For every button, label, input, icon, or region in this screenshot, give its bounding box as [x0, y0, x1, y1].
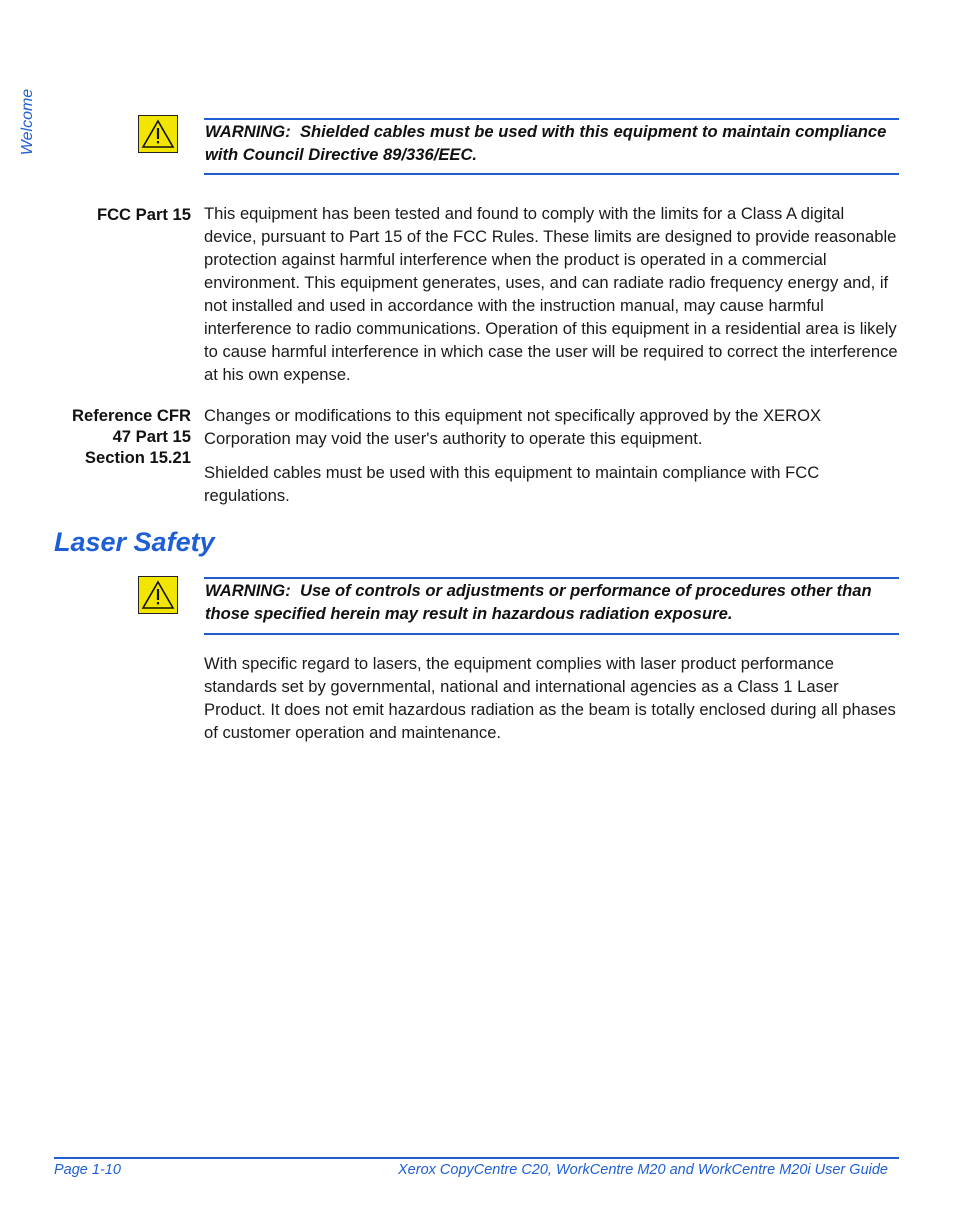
footer-rule	[54, 1157, 899, 1159]
fcc-heading-text: FCC Part 15	[96, 205, 191, 224]
warning-block-2	[136, 574, 899, 636]
warning-message: Use of controls or adjustments or performance of procedures other than those specified herein may result in hazardous radiation exposure.	[205, 581, 872, 623]
guide-title: Xerox CopyCentre C20, WorkCentre M20 and WorkCentre M20i User Guide	[398, 1162, 888, 1178]
page-number: Page 1-10	[54, 1162, 121, 1178]
side-tab	[6, 80, 50, 164]
cfr-body-2: Shielded cables must be used with this equipment to maintain compliance with FCC regulations.	[204, 463, 820, 505]
fcc-heading	[40, 204, 191, 225]
warning-message: Shielded cables must be used with this equipment to maintain compliance with Council Directive 89/336/EEC.	[205, 122, 887, 164]
side-tab-label: Welcome	[19, 88, 36, 156]
section-title: Laser Safety	[54, 527, 215, 557]
warning-text	[205, 120, 897, 166]
warning-label: WARNING:	[205, 122, 291, 141]
cfr-heading-line2: 47 Part 15	[112, 427, 191, 446]
laser-body: With specific regard to lasers, the equipment complies with laser product performance standards set by governmental, national and international agencies as a Class 1 Laser Product. It does not emit hazardous radiation as the beam is totally enclosed during all phases of customer operation and maintenance.	[204, 654, 896, 742]
warning-bottom-rule	[204, 173, 899, 175]
warning-text	[205, 579, 897, 625]
cfr-heading-line3: Section 15.21	[84, 448, 191, 467]
warning-block-1	[136, 115, 899, 177]
cfr-body-1: Changes or modifications to this equipment not specifically approved by the XEROX Corporation may void the user's authority to operate this equipment.	[204, 406, 822, 448]
cfr-heading-line1: Reference CFR	[72, 406, 191, 425]
warning-label: WARNING:	[205, 581, 291, 600]
cfr-heading	[40, 405, 191, 468]
warning-triangle-icon	[138, 115, 178, 153]
warning-triangle-icon	[138, 576, 178, 614]
fcc-body: This equipment has been tested and found to comply with the limits for a Class A digital device, pursuant to Part 15 of the FCC Rules. These limits are designed to provide reasonable protection against harmful interference when the product is operated in a commercial environment. This equipment generates, uses, and can radiate radio frequency energy and, if not installed and used in accordance with the instruction manual, may cause harmful interference to radio communications. Operation of this equipment in a residential area is likely to cause harmful interference in which case the user will be required to correct the interference at his own expense.	[204, 204, 898, 384]
warning-bottom-rule	[204, 633, 899, 635]
